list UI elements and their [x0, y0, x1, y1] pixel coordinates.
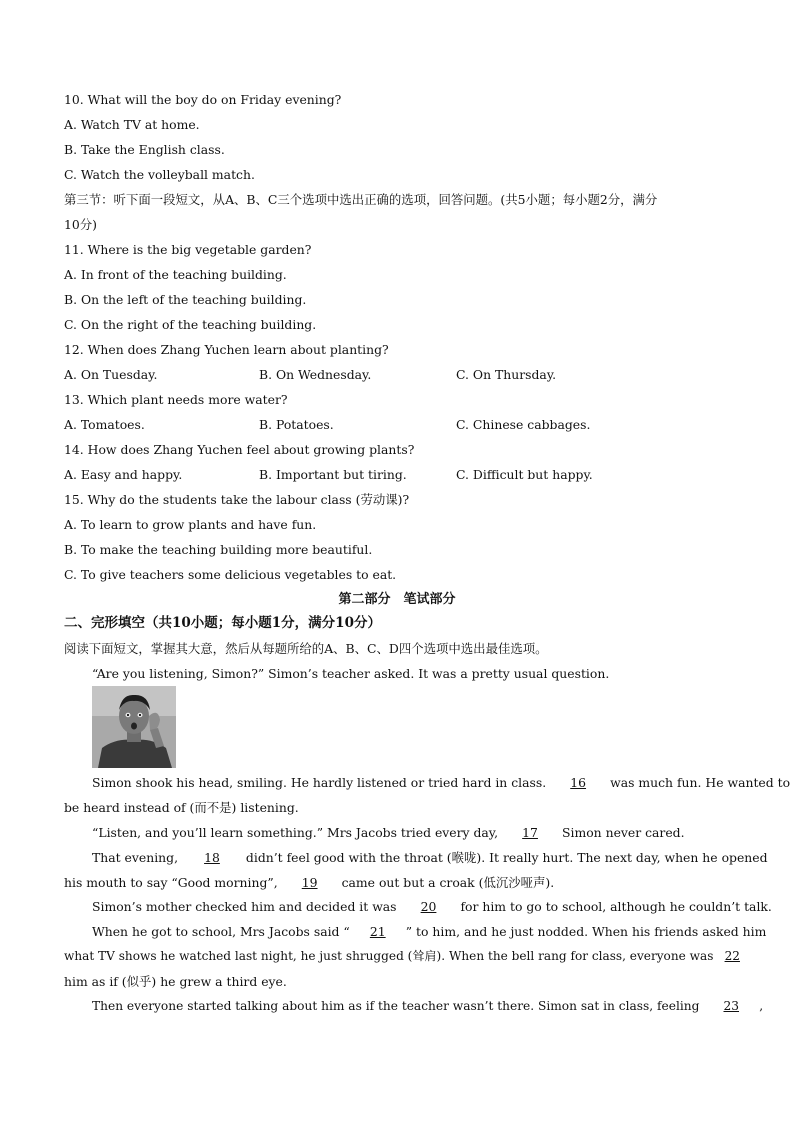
- cloze-instruction: 阅读下面短文，掌握其大意，然后从每题所给的A、B、C、D四个选项中选出最佳选项。: [64, 641, 548, 656]
- cloze-paragraph-6-line-2: [64, 944, 740, 969]
- part2-title: 第二部分 笔试部分: [338, 592, 456, 607]
- q14-option-a: A. Easy and happy.: [64, 467, 183, 482]
- q13-option-a: A. Tomatoes.: [64, 417, 145, 432]
- blank-19[interactable]: 19: [301, 875, 318, 890]
- cloze-p7-text-a: Then everyone started talking about him as if the teacher wasn’t there. Simon sat in class, feeling: [92, 999, 700, 1013]
- blank-20[interactable]: 20: [420, 899, 437, 914]
- cloze-paragraph-3: [92, 820, 730, 845]
- q11-option-a: A. In front of the teaching building.: [64, 267, 287, 282]
- q11-option-b: B. On the left of the teaching building.: [64, 292, 307, 307]
- cloze-p3-text-a: “Listen, and you’ll learn something.” Mrs Jacobs tried every day,: [92, 825, 499, 840]
- q12-stem: 12. When does Zhang Yuchen learn about planting?: [64, 342, 389, 357]
- blank-21[interactable]: 21: [369, 924, 386, 939]
- q11-stem: 11. Where is the big vegetable garden?: [64, 242, 312, 257]
- cloze-paragraph-2-line-1: [92, 770, 791, 795]
- q15-option-a: A. To learn to grow plants and have fun.: [64, 517, 317, 532]
- cloze-heading: 二、完形填空（共10小题；每小题1分，满分10分）: [64, 615, 381, 631]
- blank-17[interactable]: 17: [522, 825, 538, 840]
- cloze-p4-text-d: came out but a croak (低沉沙哑声).: [341, 875, 555, 890]
- q13-option-c: C. Chinese cabbages.: [456, 417, 591, 432]
- q15-stem: 15. Why do the students take the labour class (劳动课)?: [64, 492, 410, 507]
- cloze-p4-text-c: his mouth to say “Good morning”,: [64, 875, 278, 890]
- q10-option-a: A. Watch TV at home.: [64, 117, 200, 132]
- q12-option-b: B. On Wednesday.: [259, 367, 372, 382]
- blank-22[interactable]: 22: [724, 949, 740, 963]
- cloze-p5-text-b: for him to go to school, although he couldn’t talk.: [460, 899, 772, 914]
- cloze-p4-text-b: didn’t feel good with the throat (喉咙). It really hurt. The next day, when he opened: [245, 850, 768, 865]
- cloze-p5-text-a: Simon’s mother checked him and decided it was: [92, 899, 397, 914]
- cloze-p2-text-b: was much fun. He wanted to: [610, 775, 791, 790]
- q14-stem: 14. How does Zhang Yuchen feel about growing plants?: [64, 442, 415, 457]
- boy-listening-illustration: [92, 686, 176, 768]
- q14-option-b: B. Important but tiring.: [259, 467, 407, 482]
- q15-option-c: C. To give teachers some delicious vegetables to eat.: [64, 567, 397, 582]
- cloze-p6-text-b: ” to him, and he just nodded. When his friends asked him: [405, 924, 767, 939]
- cloze-p6-text-a: When he got to school, Mrs Jacobs said “: [92, 924, 350, 939]
- q10-option-b: B. Take the English class.: [64, 142, 225, 157]
- blank-23[interactable]: 23: [723, 999, 740, 1013]
- cloze-paragraph-6-line-3: him as if (似乎) he grew a third eye.: [64, 974, 287, 989]
- q14-option-c: C. Difficult but happy.: [456, 467, 593, 482]
- blank-16[interactable]: 16: [570, 775, 587, 790]
- cloze-p6-text-c: what TV shows he watched last night, he just shrugged (耸肩). When the bell rang for class, everyone was: [64, 949, 714, 963]
- q12-option-a: A. On Tuesday.: [64, 367, 158, 382]
- boy-listening-photo: [92, 686, 176, 768]
- section3-instruction: 第三节：听下面一段短文，从A、B、C三个选项中选出正确的选项，回答问题。(共5小题；每小题2分，满分: [64, 192, 658, 207]
- q11-option-c: C. On the right of the teaching building.: [64, 317, 317, 332]
- blank-18[interactable]: 18: [204, 850, 220, 865]
- cloze-p2-text-a: Simon shook his head, smiling. He hardly listened or tried hard in class.: [92, 775, 547, 790]
- cloze-paragraph-4-line-2: [64, 870, 730, 895]
- q10-stem: 10. What will the boy do on Friday evening?: [64, 92, 342, 107]
- cloze-p7-text-b: ,: [759, 999, 764, 1013]
- cloze-paragraph-1: “Are you listening, Simon?” Simon’s teacher asked. It was a pretty usual question.: [92, 666, 610, 681]
- cloze-paragraph-7: [92, 994, 764, 1019]
- q13-stem: 13. Which plant needs more water?: [64, 392, 288, 407]
- q15-option-b: B. To make the teaching building more beautiful.: [64, 542, 373, 557]
- cloze-p4-text-a: That evening,: [92, 850, 179, 865]
- q12-option-c: C. On Thursday.: [456, 367, 557, 382]
- cloze-paragraph-5: [92, 894, 772, 919]
- cloze-paragraph-2-line-2: be heard instead of (而不是) listening.: [64, 800, 299, 815]
- cloze-paragraph-4-line-1: [92, 845, 768, 870]
- cloze-paragraph-6-line-1: [92, 919, 767, 944]
- q10-option-c: C. Watch the volleyball match.: [64, 167, 255, 182]
- q13-option-b: B. Potatoes.: [259, 417, 334, 432]
- section3-instruction-cont: 10分): [64, 217, 97, 232]
- cloze-p3-text-b: Simon never cared.: [562, 825, 685, 840]
